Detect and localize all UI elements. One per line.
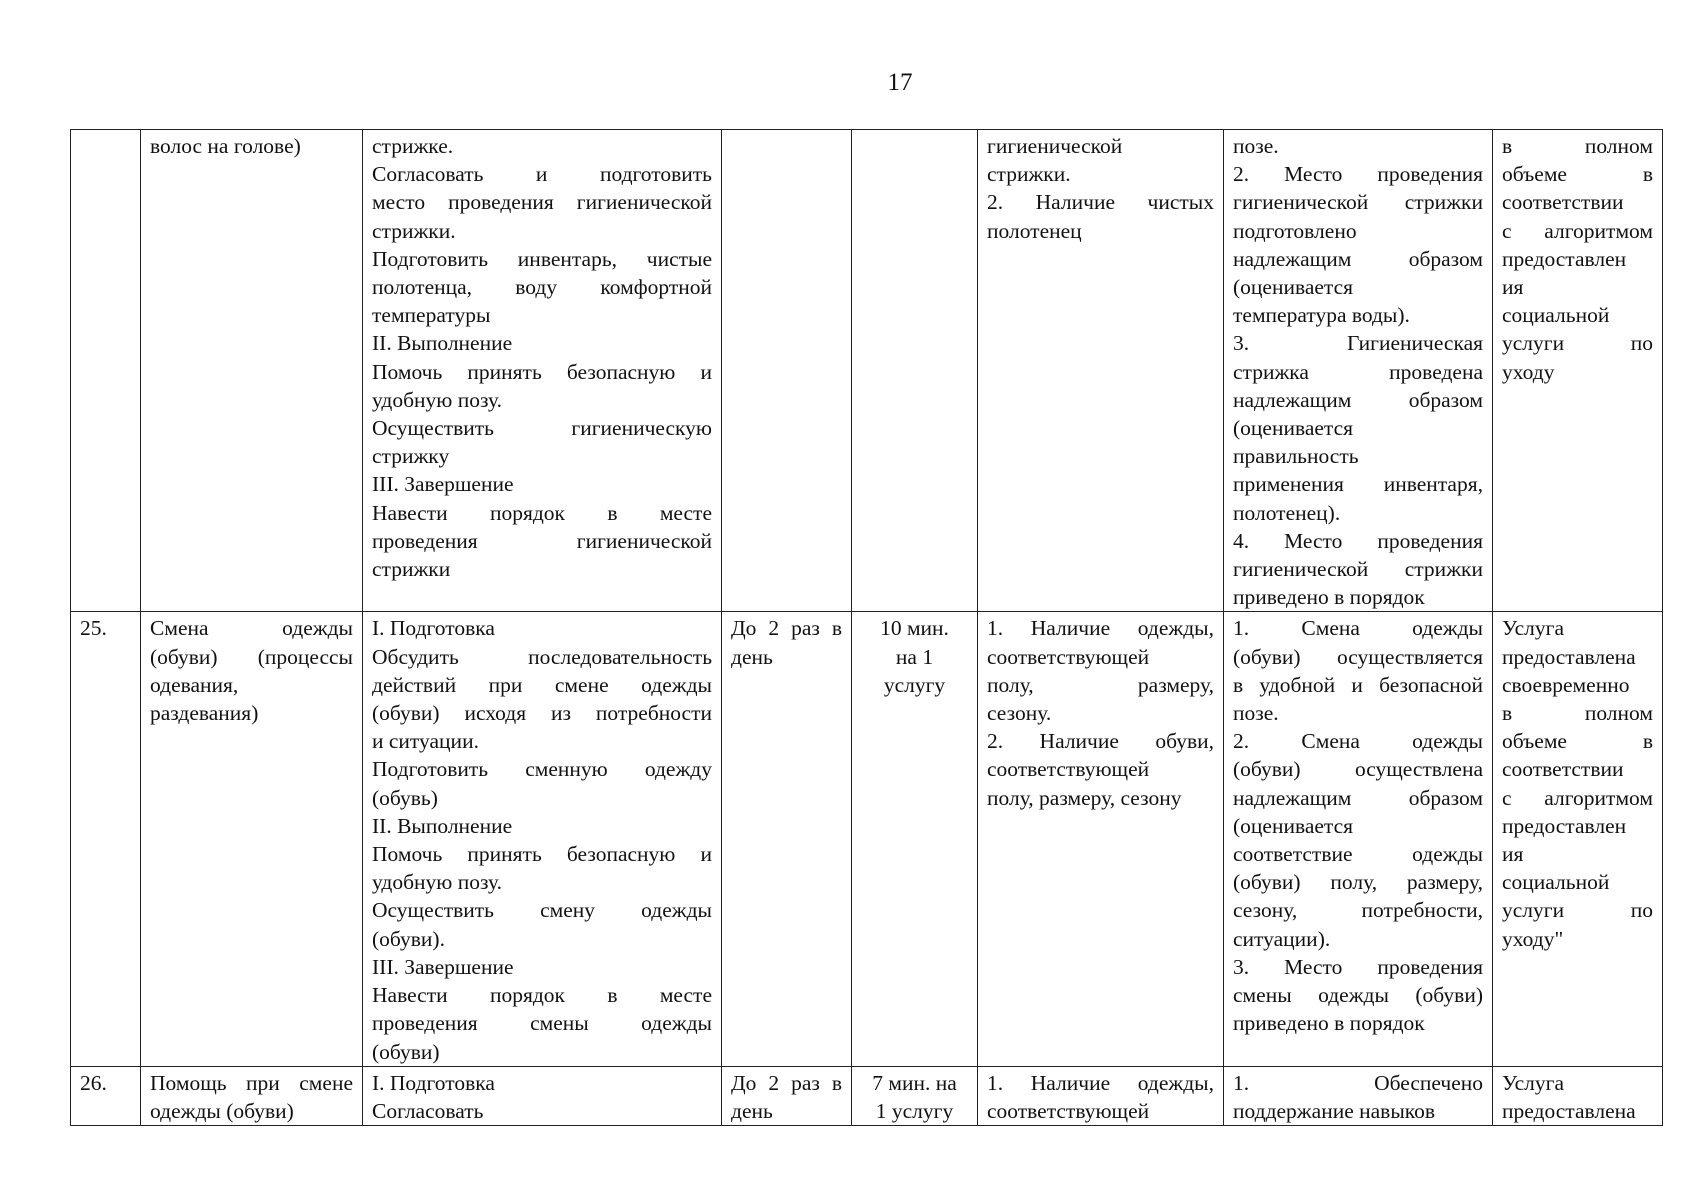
text-line: объеме в — [1502, 729, 1653, 754]
table-row — [71, 1066, 1663, 1125]
text-line: стрижки. — [372, 218, 456, 243]
text-line: Смена одежды — [150, 616, 353, 641]
text-line: день — [731, 1098, 773, 1123]
text-line: (оценивается — [1233, 275, 1354, 300]
text-line: позе. — [1233, 701, 1279, 726]
text-line: сезону. — [987, 701, 1052, 726]
text-line: стрижка проведена — [1233, 359, 1483, 384]
row-number-cell — [71, 130, 141, 612]
text-line: (обуви). — [372, 926, 445, 951]
text-line: III. Завершение — [372, 954, 514, 979]
text-line: Согласовать и подготовить — [372, 162, 712, 187]
time-norm-cell — [852, 612, 978, 1066]
service-name-cell — [141, 130, 363, 612]
text-line: (обуви) полу, размеру, — [1233, 870, 1483, 895]
conditions-cell — [978, 130, 1224, 612]
text-line: предоставлен — [1502, 813, 1627, 838]
text-line: (обуви) (процессы — [150, 644, 353, 669]
time-norm-cell — [852, 1066, 978, 1125]
service-name-cell — [141, 612, 363, 1066]
text-line: 2. Наличие обуви, — [987, 729, 1214, 754]
conditions-cell — [978, 1066, 1224, 1125]
quality-indicators-cell — [1224, 130, 1493, 612]
text-line: поддержание навыков — [1233, 1098, 1436, 1123]
text-line: удобную позу. — [372, 870, 502, 895]
text-line: До 2 раз в — [731, 1070, 842, 1095]
text-line: гигиенической — [987, 134, 1123, 158]
frequency-cell — [722, 130, 852, 612]
text-line: температуры — [372, 303, 491, 328]
text-line: социальной — [1502, 870, 1610, 895]
text-line: надлежащим образом — [1233, 387, 1483, 412]
text-line: на 1 — [895, 644, 934, 669]
text-line: II. Выполнение — [372, 331, 513, 356]
text-line: действий при смене одежды — [372, 672, 712, 697]
text-line: своевременно — [1502, 672, 1630, 697]
text-line: Согласовать — [372, 1098, 484, 1123]
text-line: Осуществить гигиеническую — [372, 416, 712, 441]
text-line: соответствии — [1502, 757, 1624, 782]
text-line: (оценивается — [1233, 813, 1354, 838]
text-line: соответствие одежды — [1233, 842, 1483, 867]
evaluation-cell — [1493, 130, 1663, 612]
text-line: Навести порядок в месте — [372, 500, 712, 525]
page-number: 17 — [887, 69, 913, 96]
text-line: 7 мин. на — [872, 1070, 957, 1095]
text-line: III. Завершение — [372, 472, 514, 497]
text-line: ия — [1502, 842, 1524, 867]
text-line: день — [731, 644, 773, 669]
text-line: ситуации). — [1233, 926, 1331, 951]
text-line: полотенца, воду комфортной — [372, 275, 712, 300]
text-line: услуги по — [1502, 898, 1653, 923]
evaluation-cell — [1493, 612, 1663, 1066]
table-row — [71, 130, 1663, 612]
text-line: стрижку — [372, 444, 450, 469]
quality-indicators-cell — [1224, 1066, 1493, 1125]
text-line: услуги по — [1502, 331, 1653, 356]
text-line: стрижке. — [372, 134, 454, 158]
text-line: Помочь принять безопасную и — [372, 842, 712, 867]
text-line: проведения гигиенической — [372, 528, 712, 553]
text-line: 1. Наличие одежды, — [987, 1070, 1214, 1095]
text-line: предоставлена — [1502, 1098, 1636, 1123]
text-line: Подготовить инвентарь, чистые — [372, 246, 712, 271]
text-line: соответствующей — [987, 644, 1150, 669]
text-line: применения инвентаря, — [1233, 472, 1483, 497]
text-line: в удобной и безопасной — [1233, 672, 1483, 697]
text-line: 1. Наличие одежды, — [987, 616, 1214, 641]
text-line: надлежащим образом — [1233, 246, 1483, 271]
text-line: 4. Место проведения — [1233, 528, 1483, 553]
text-line: сезону, потребности, — [1233, 898, 1483, 923]
text-line: I. Подготовка — [372, 616, 495, 641]
frequency-cell — [722, 1066, 852, 1125]
text-line: (оценивается — [1233, 416, 1354, 441]
text-line: Осуществить смену одежды — [372, 898, 712, 923]
procedure-cell — [363, 1066, 722, 1125]
text-line: 2. Смена одежды — [1233, 729, 1483, 754]
service-standards-table — [70, 129, 1663, 1126]
text-line: социальной — [1502, 303, 1610, 328]
table-row — [71, 612, 1663, 1066]
text-line: с алгоритмом — [1502, 785, 1653, 810]
text-line: место проведения гигиенической — [372, 190, 712, 215]
time-norm-cell — [852, 130, 978, 612]
conditions-cell — [978, 612, 1224, 1066]
text-line: Навести порядок в месте — [372, 983, 712, 1008]
text-line: правильность — [1233, 444, 1359, 469]
text-line: гигиенической стрижки — [1233, 557, 1483, 582]
text-line: позе. — [1233, 134, 1279, 158]
text-line: (обувь) — [372, 785, 438, 810]
text-line: 25. — [80, 616, 107, 641]
text-line: II. Выполнение — [372, 813, 513, 838]
text-line: приведено в порядок — [1233, 585, 1425, 610]
text-line: Помочь принять безопасную и — [372, 359, 712, 384]
text-line: приведено в порядок — [1233, 1011, 1425, 1036]
text-line: полотенец — [987, 218, 1082, 243]
text-line: стрижки. — [987, 162, 1071, 187]
text-line: (обуви) осуществлена — [1233, 757, 1483, 782]
quality-indicators-cell — [1224, 612, 1493, 1066]
text-line: подготовлено — [1233, 218, 1357, 243]
text-line: гигиенической стрижки — [1233, 190, 1483, 215]
text-line: I. Подготовка — [372, 1070, 495, 1095]
text-line: полу, размеру, — [987, 672, 1214, 697]
text-line: 1. Смена одежды — [1233, 616, 1483, 641]
text-line: проведения смены одежды — [372, 1011, 712, 1036]
text-line: соответствующей — [987, 757, 1150, 782]
text-line: в полном — [1502, 134, 1653, 158]
text-line: услугу — [883, 672, 946, 697]
text-line: уходу" — [1502, 926, 1564, 951]
text-line: объеме в — [1502, 162, 1653, 187]
text-line: в полном — [1502, 701, 1653, 726]
text-line: одевания, — [150, 672, 239, 697]
text-line: соответствующей — [987, 1098, 1150, 1123]
service-name-cell — [141, 1066, 363, 1125]
row-number-cell — [71, 1066, 141, 1125]
text-line: и ситуации. — [372, 729, 479, 754]
text-line: 2. Наличие чистых — [987, 190, 1214, 215]
text-line: (обуви) исходя из потребности — [372, 701, 712, 726]
text-line: 1 услугу — [875, 1098, 954, 1123]
text-line: стрижки — [372, 557, 451, 582]
text-line: (обуви) осуществляется — [1233, 644, 1483, 669]
text-line: 2. Место проведения — [1233, 162, 1483, 187]
text-line: 1. Обеспечено — [1233, 1070, 1483, 1095]
text-line: надлежащим образом — [1233, 785, 1483, 810]
evaluation-cell — [1493, 1066, 1663, 1125]
text-line: Помощь при смене — [150, 1070, 353, 1095]
text-line: удобную позу. — [372, 387, 502, 412]
text-line: Услуга — [1502, 616, 1565, 641]
procedure-cell — [363, 130, 722, 612]
text-line: 3. Место проведения — [1233, 954, 1483, 979]
procedure-cell — [363, 612, 722, 1066]
text-line: раздевания) — [150, 701, 259, 726]
row-number-cell — [71, 612, 141, 1066]
text-line: уходу — [1502, 359, 1555, 384]
text-line: с алгоритмом — [1502, 218, 1653, 243]
text-line: соответствии — [1502, 190, 1624, 215]
text-line: полотенец). — [1233, 500, 1341, 525]
text-line: Услуга — [1502, 1070, 1565, 1095]
text-line: (обуви) — [372, 1039, 440, 1064]
text-line: 10 мин. — [880, 616, 949, 641]
text-line: смены одежды (обуви) — [1233, 983, 1483, 1008]
text-line: полу, размеру, сезону — [987, 785, 1182, 810]
text-line: Обсудить последовательность — [372, 644, 712, 669]
text-line: предоставлен — [1502, 246, 1627, 271]
text-line: температура воды). — [1233, 303, 1410, 328]
text-line: 3. Гигиеническая — [1233, 331, 1483, 356]
text-line: ия — [1502, 275, 1524, 300]
text-line: одежды (обуви) — [150, 1098, 294, 1123]
text-line: Подготовить сменную одежду — [372, 757, 712, 782]
frequency-cell — [722, 612, 852, 1066]
text-line: 26. — [80, 1070, 107, 1095]
text-line: волос на голове) — [150, 134, 301, 158]
text-line: предоставлена — [1502, 644, 1636, 669]
text-line: До 2 раз в — [731, 616, 842, 641]
